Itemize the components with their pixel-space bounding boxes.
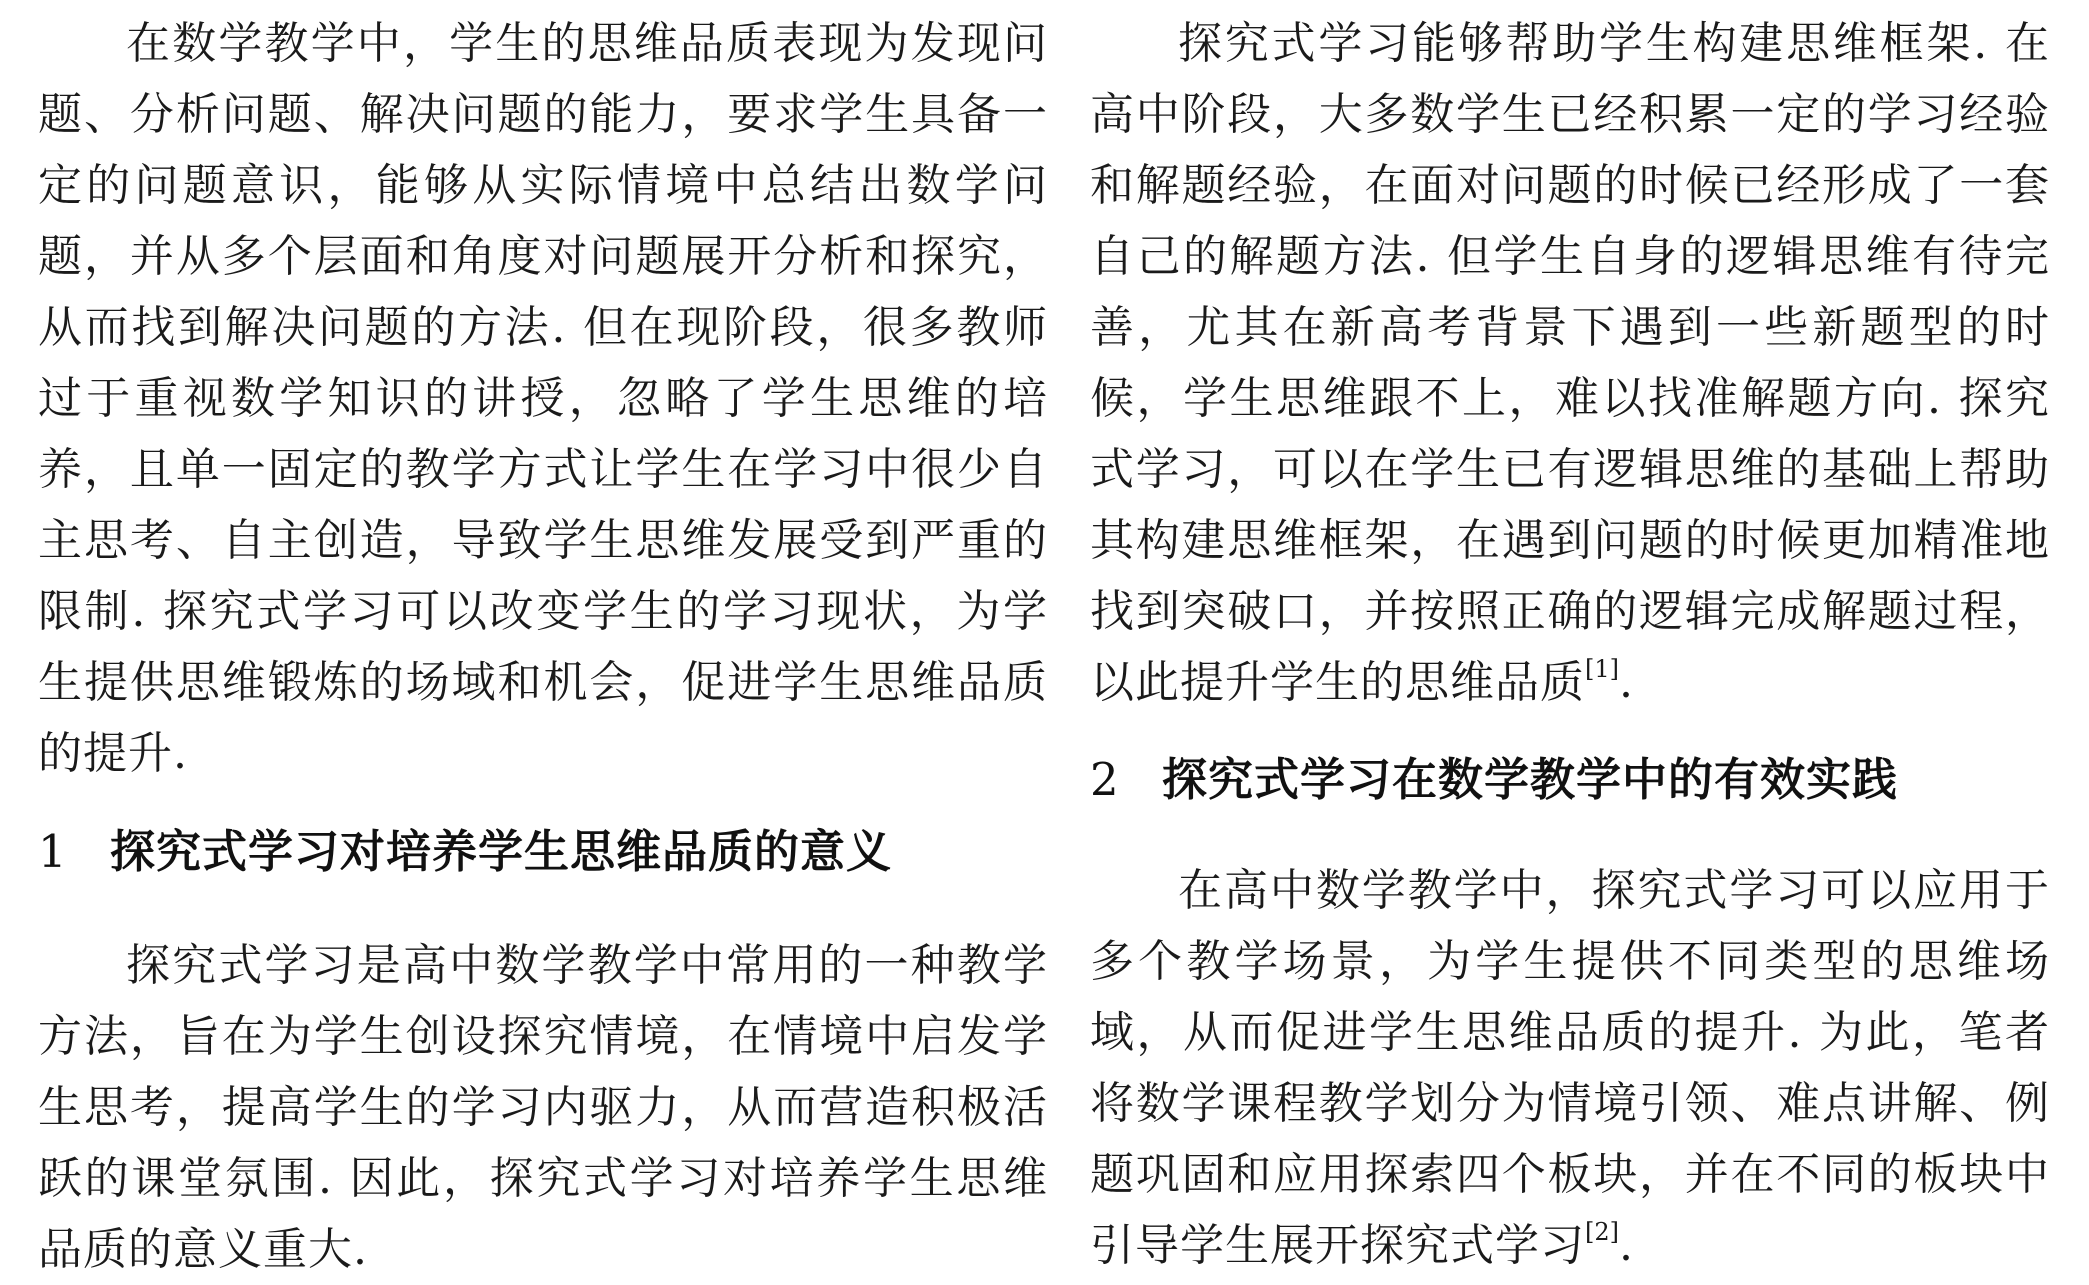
section-1-heading	[38, 822, 892, 882]
citation-ref-2: [2]	[1585, 1218, 1619, 1246]
section-2-paragraph	[1090, 855, 2050, 1281]
section-1-title: 探究式学习对培养学生思维品质的意义	[110, 825, 893, 878]
section-1-number: 1	[38, 825, 68, 878]
framework-paragraph	[1090, 8, 2050, 718]
section-2-heading	[1090, 750, 1898, 810]
section-2-title: 探究式学习在数学教学中的有效实践	[1162, 753, 1899, 806]
intro-paragraph: 在数学教学中，学生的思维品质表现为发现问题、分析问题、解决问题的能力，要求学生具备一定的问题意识，能够从实际情境中总结出数学问题，并从多个层面和角度对问题展开分析和探究，从而找到解决问题的方法. 但在现阶段，很多教师过于重视数学知识的讲授，忽略了学生思维的培养，且单一固定的教学方式让学生在学习中很少自主思考、自主创造，导致学生思维发展受到严重的限制. 探究式学习可以改变学生的学习现状，为学生提供思维锻炼的场域和机会，促进学生思维品质的提升.	[38, 18, 1048, 779]
citation-ref-1: [1]	[1585, 655, 1619, 683]
framework-paragraph-text: 探究式学习能够帮助学生构建思维框架. 在高中阶段，大多数学生已经积累一定的学习经验和解题经验，在面对问题的时候已经形成了一套自己的解题方法. 但学生自身的逻辑思维有待完善，尤其在新高考背景下遇到一些新题型的时候，学生思维跟不上，难以找准解题方向. 探究式学习，可以在学生已有逻辑思维的基础上帮助其构建思维框架，在遇到问题的时候更加精准地找到突破口，并按照正确的逻辑完成解题过程，以此提升学生的思维品质	[1090, 18, 2050, 708]
section-2-number: 2	[1090, 753, 1120, 806]
framework-paragraph-end: .	[1619, 657, 1634, 708]
section-2-paragraph-end: .	[1619, 1220, 1634, 1271]
section-1-paragraph: 探究式学习是高中数学教学中常用的一种教学方法，旨在为学生创设探究情境，在情境中启发学生思考，提高学生的学习内驱力，从而营造积极活跃的课堂氛围. 因此，探究式学习对培养学生思维品质的意义重大.	[38, 940, 1048, 1275]
section-2-paragraph-text: 在高中数学教学中，探究式学习可以应用于多个教学场景，为学生提供不同类型的思维场域，从而促进学生思维品质的提升. 为此，笔者将数学课程教学划分为情境引领、难点讲解、例题巩固和应用探索四个板块，并在不同的板块中引导学生展开探究式学习	[1090, 865, 2050, 1271]
